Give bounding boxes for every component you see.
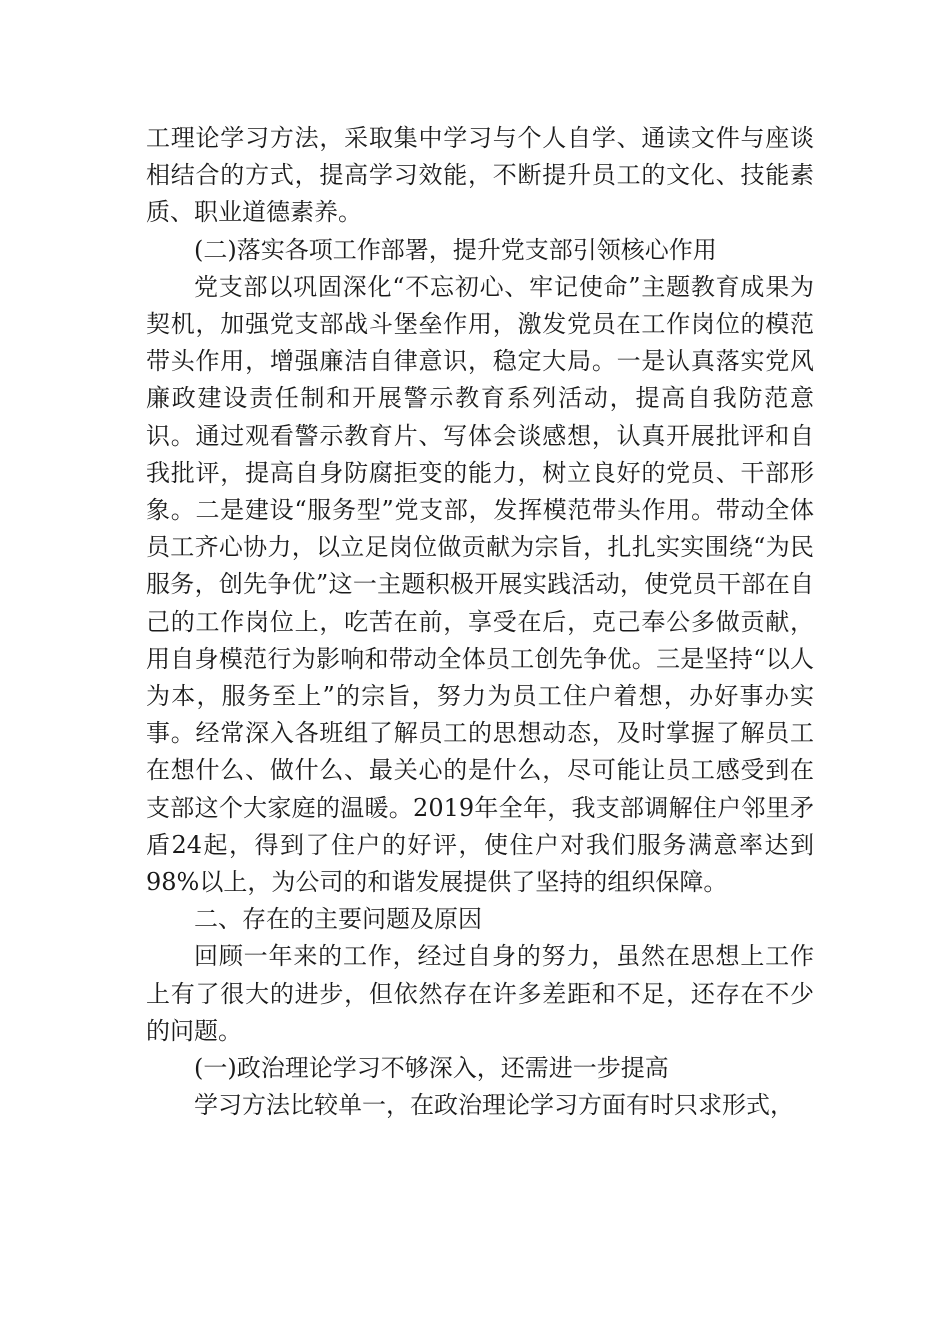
paragraph-1: 工理论学习方法，采取集中学习与个人自学、通读文件与座谈相结合的方式，提高学习效能，不断提升员工的文化、技能素质、职业道德素养。 [146,124,814,227]
section-heading-problems: 二、存在的主要问题及原因 [194,905,482,934]
document-body [146,120,814,1124]
section-heading-1: (一)政治理论学习不够深入，还需进一步提高 [194,1054,669,1083]
paragraph-5: 回顾一年来的工作，经过自身的努力，虽然在思想上工作上有了很大的进步，但依然存在许多差距和不足，还存在不少的问题。 [146,942,814,1045]
paragraph-3: 党支部以巩固深化“不忘初心、牢记使命”主题教育成果为契机，加强党支部战斗堡垒作用，激发党员在工作岗位的模范带头作用，增强廉洁自律意识，稳定大局。一是认真落实党风廉政建设责任制和开展警示教育系列活动，提高自我防范意识。通过观看警示教育片、写体会谈感想，认真开展批评和自我批评，提高自身防腐拒变的能力，树立良好的党员、干部形象。二是建设“服务型”党支部，发挥模范带头作用。带动全体员工齐心协力，以立足岗位做贡献为宗旨，扎扎实实围绕“为民服务，创先争优”这一主题积极开展实践活动，使党员干部在自己的工作岗位上，吃苦在前，享受在后，克己奉公多做贡献，用自身模范行为影响和带动全体员工创先争优。三是坚持“以人为本，服务至上”的宗旨，努力为员工住户着想，办好事办实事。经常深入各班组了解员工的思想动态，及时掌握了解员工在想什么、做什么、最关心的是什么，尽可能让员工感受到在支部这个大家庭的温暖。2019年全年，我支部调解住户邻里矛盾24起，得到了住户的好评，使住户对我们服务满意率达到98%以上，为公司的和谐发展提供了坚持的组织保障。 [146,272,814,897]
section-heading-2: (二)落实各项工作部署，提升党支部引领核心作用 [194,235,717,264]
paragraph-7: 学习方法比较单一，在政治理论学习方面有时只求形式， [194,1091,794,1120]
